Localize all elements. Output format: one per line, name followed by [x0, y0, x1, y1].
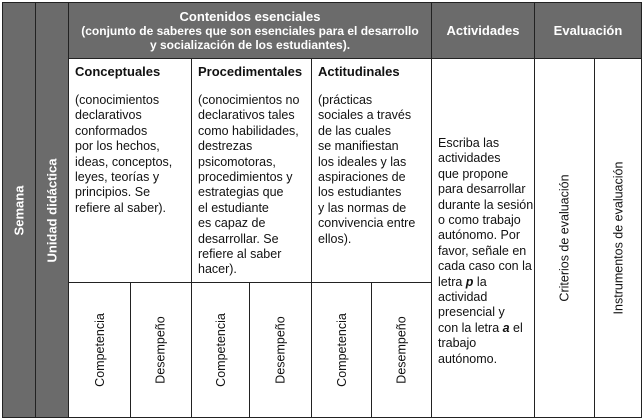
contenidos-title: Contenidos esenciales	[179, 9, 321, 24]
conceptuales-competencia-cell	[68, 282, 131, 418]
actividades-text-part-2: la actividad presencial y con la letra	[438, 274, 505, 335]
actividades-header	[431, 2, 535, 59]
actitudinales-title: Actitudinales	[318, 64, 400, 79]
actividades-cell	[431, 58, 535, 418]
instrumentos-cell	[594, 58, 642, 418]
actitudinales-desc: (prácticas sociales a través de las cuales se manifiestan los ideales y las aspiraciones de los estudiantes y las normas de convivencia entre ellos).	[318, 93, 416, 246]
letter-a: a	[502, 320, 510, 335]
procedimentales-desempeno-cell	[249, 282, 312, 418]
contenidos-subtitle-2: y socialización de los estudiantes).	[149, 38, 351, 52]
desempeno-label: Desempeño	[273, 316, 288, 384]
actividades-instructions	[438, 136, 534, 367]
actitudinales-competencia-cell	[311, 282, 372, 418]
procedimentales-title: Procedimentales	[198, 64, 303, 79]
procedimentales-competencia-cell	[191, 282, 250, 418]
unidad-label: Unidad didáctica	[44, 157, 60, 263]
criterios-cell	[534, 58, 595, 418]
actitudinales-cell	[311, 58, 432, 283]
conceptuales-desempeno-cell	[130, 282, 192, 418]
instrumentos-label: Instrumentos de evaluación	[611, 161, 625, 315]
unidad-header	[35, 2, 69, 418]
procedimentales-desc: (conocimientos no declarativos tales como habilidades, destrezas psicomotoras, procedimientos y estrategias que el estudiante es capaz de desarrollar. Se refiere al saber hacer).	[198, 93, 300, 277]
desempeno-label: Desempeño	[394, 316, 409, 384]
contenidos-header	[68, 2, 432, 59]
evaluacion-header	[534, 2, 642, 59]
semana-label: Semana	[11, 185, 27, 235]
conceptuales-desc: (conocimientos declarativos conformados por los hechos, ideas, conceptos, leyes, teorías y principios. Se refiere al saber).	[75, 93, 173, 215]
contenidos-subtitle-1: (conjunto de saberes que son esenciales para el desarrollo	[81, 24, 419, 38]
planning-table	[2, 2, 642, 418]
actitudinales-desempeno-cell	[371, 282, 432, 418]
competencia-label: Competencia	[213, 313, 228, 387]
semana-header	[2, 2, 36, 418]
actividades-title: Actividades	[446, 23, 520, 38]
conceptuales-title: Conceptuales	[75, 64, 161, 79]
desempeno-label: Desempeño	[154, 316, 168, 384]
actividades-text-part-1: Escriba las actividades que propone para desarrollar durante la sesión o como trabajo autónomo. Por favor, señale en cada caso con la letra	[438, 136, 534, 289]
competencia-label: Competencia	[92, 313, 107, 387]
evaluacion-title: Evaluación	[553, 23, 623, 38]
competencia-label: Competencia	[334, 313, 349, 387]
conceptuales-cell	[68, 58, 192, 283]
actividades-text-part-3: el trabajo autónomo.	[438, 320, 523, 366]
procedimentales-cell	[191, 58, 312, 283]
letter-p: p	[465, 274, 474, 289]
criterios-label: Criterios de evaluación	[557, 174, 572, 302]
